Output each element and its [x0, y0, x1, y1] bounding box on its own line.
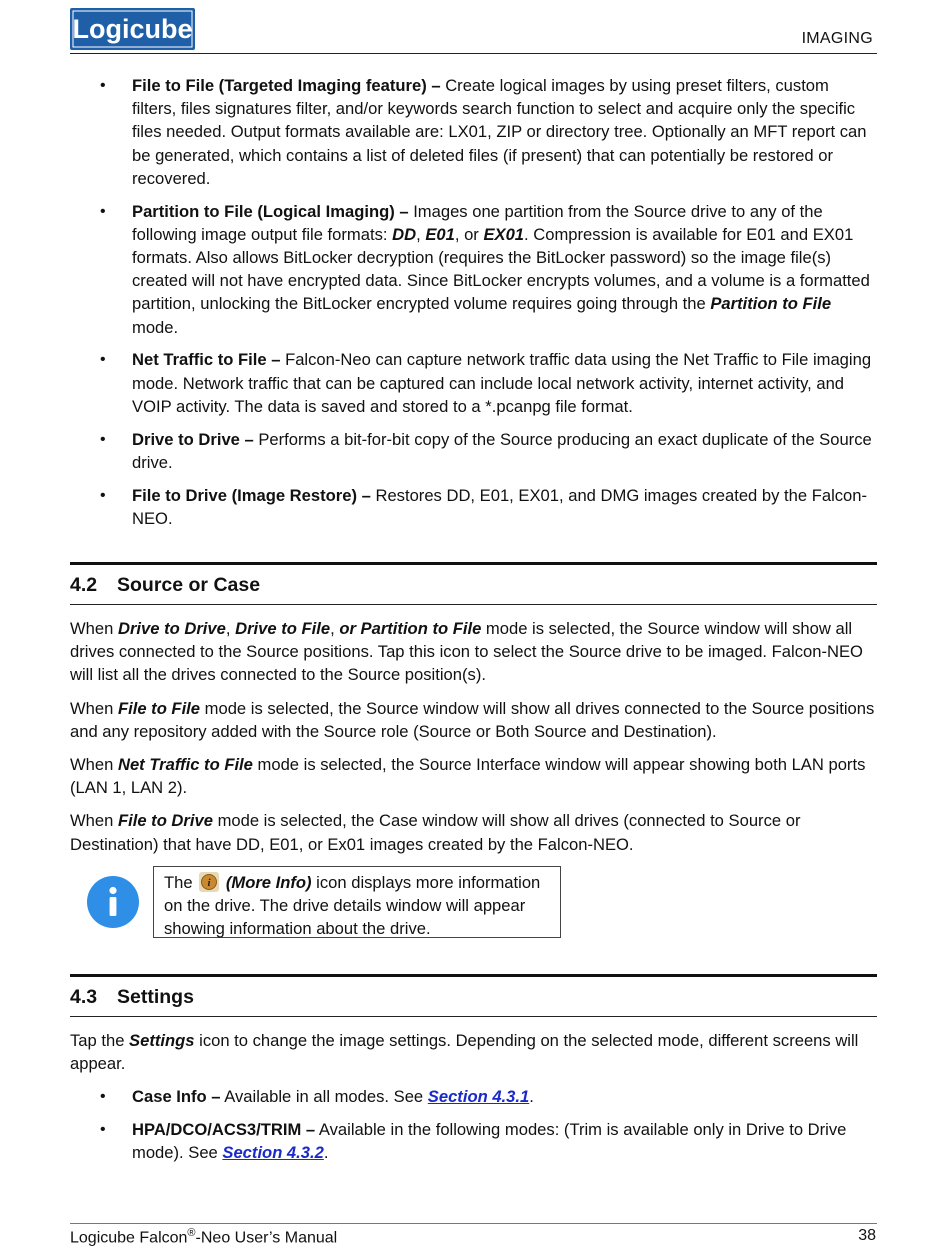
svg-text:i: i [207, 876, 211, 889]
bullet: • [100, 1088, 106, 1106]
running-header-section: IMAGING [801, 30, 873, 47]
more-info-icon [199, 872, 219, 892]
page-content [70, 74, 877, 1174]
logo-text: Logicube [72, 14, 193, 44]
list-item: • HPA/DCO/ACS3/TRIM – Available in the following modes: (Trim is available only in Drive to Drive mode). See Section 4.3.2. [100, 1120, 847, 1163]
paragraph: Tap the Settings icon to change the image settings. Depending on the selected mode, different screens will appear. [70, 1030, 859, 1074]
bullet: • [100, 1121, 106, 1139]
section-heading-4-2 [70, 562, 877, 605]
paragraph: When File to File mode is selected, the Source window will show all drives connected to the Source positions and any repository added with the Source role (Source or Both Source and Destination). [70, 698, 875, 741]
note-box: The i (More Info) icon displays more information on the drive. The drive details window will appear showing information about the drive. [153, 866, 561, 938]
section-number: 4.3 [70, 985, 98, 1008]
footer-divider [70, 1223, 877, 1224]
bullet: • [100, 486, 106, 504]
info-note [70, 866, 877, 940]
imaging-modes-list [70, 74, 877, 530]
info-icon [87, 876, 139, 928]
section-heading-4-3 [70, 974, 877, 1017]
list-item: • File to Drive (Image Restore) – Restores DD, E01, EX01, and DMG images created by the Falcon-NEO. [100, 485, 868, 528]
section-number: 4.2 [70, 574, 98, 597]
page-number: 38 [858, 1227, 876, 1244]
list-item: • Case Info – Available in all modes. See Section 4.3.1. [70, 1085, 877, 1108]
section-title: Settings [117, 985, 194, 1008]
paragraph: When Drive to Drive, Drive to File, or Partition to File mode is selected, the Source window will show all drives connected to the Source positions. Tap this icon to select the Source drive to be imaged. Falcon-NEO will list all the drives connected to the Source position(s). [70, 619, 863, 685]
list-item: • Drive to Drive – Performs a bit-for-bit copy of the Source producing an exact duplicate of the Source drive. [100, 429, 872, 472]
section-title: Source or Case [117, 574, 261, 597]
bullet: • [100, 202, 106, 220]
footer-manual-title: Logicube Falcon®-Neo User’s Manual [70, 1227, 338, 1247]
section-link-4-3-1[interactable]: Section 4.3.1 [427, 1087, 530, 1107]
logicube-logo [70, 8, 195, 50]
section-link-4-3-2[interactable]: Section 4.3.2 [222, 1143, 324, 1163]
paragraph: When Net Traffic to File mode is selected, the Source Interface window will appear showing both LAN ports (LAN 1, LAN 2). [70, 755, 866, 798]
paragraph: When File to Drive mode is selected, the Case window will show all drives (connected to Source or Destination) that have DD, E01, or Ex01 images created by the Falcon-NEO. [70, 811, 801, 854]
list-item: • File to File (Targeted Imaging feature) – Create logical images by using preset filters, custom filters, files signatures filter, and/or keywords search function to select and acquire only the specific files needed. Output formats available are: LX01, ZIP or directory tree. Optionally an MFT report can be generated, which contains a list of deleted files (if present) that can potentially be restored or recovered. [100, 76, 867, 188]
header-divider [70, 53, 877, 54]
bullet: • [100, 77, 106, 94]
bullet: • [100, 430, 106, 448]
bullet: • [100, 351, 106, 369]
settings-list [70, 1085, 877, 1164]
list-item: • Net Traffic to File – Falcon-Neo can capture network traffic data using the Net Traffic to File imaging mode. Network traffic that can be captured can include local network activity, internet activity, and VOIP activity. The data is saved and stored to a *.pcanpg file format. [100, 350, 872, 416]
list-item: • Partition to File (Logical Imaging) – Images one partition from the Source drive to any of the following image output file formats: DD, E01, or EX01. Compression is available for E01 and EX01 formats. Also allows BitLocker decryption (requires the BitLocker password) so the image file(s) created will not have encrypted data. Since BitLocker encrypts volumes, and a volume is a formatted partition, unlocking the BitLocker encrypted volume requires going through the Partition to File mode. [100, 201, 870, 337]
